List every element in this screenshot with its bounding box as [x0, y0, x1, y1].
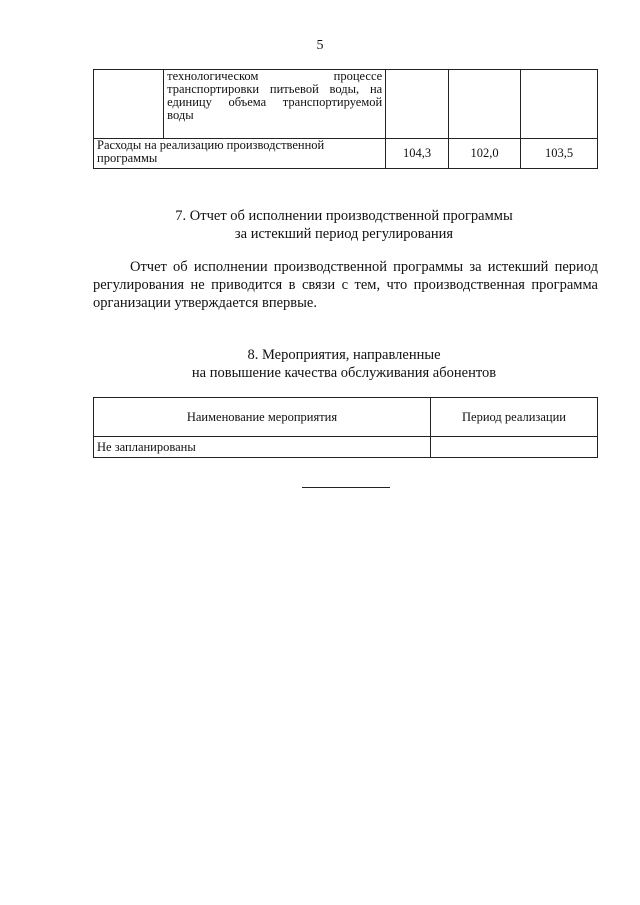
section-7-heading: [48, 207, 640, 243]
description-line: транспортировки питьевой воды, на: [167, 82, 383, 96]
table-cell-empty: [521, 70, 598, 139]
column-header: Наименование мероприятия: [94, 398, 431, 437]
table-row: [94, 70, 598, 139]
description-line: воды: [167, 108, 194, 122]
measures-table: [93, 397, 598, 458]
table-cell-empty: [449, 70, 521, 139]
table-cell-empty: [386, 70, 449, 139]
table-cell-empty: [94, 70, 164, 139]
indicator-description-cell: [164, 70, 386, 139]
table-header-row: [94, 398, 598, 437]
production-program-table-continuation: [93, 69, 598, 169]
value-cell: 103,5: [521, 139, 598, 169]
table-row: [94, 139, 598, 169]
description-line: единицу объема транспортируемой: [167, 95, 383, 109]
description-line: технологическом процессе: [167, 69, 383, 83]
period-cell: [430, 437, 597, 458]
section-7-paragraph: Отчет об исполнении производственной программы за истекший период регулирования не приводится в связи с тем, что производственная программа организации утверждается впервые.: [93, 259, 598, 311]
expenses-label-cell: Расходы на реализацию производственной программы: [94, 139, 386, 169]
section-title-line: за истекший период регулирования: [234, 226, 454, 242]
page-number: 5: [316, 38, 324, 53]
column-header: Период реализации: [430, 398, 597, 437]
value-cell: 104,3: [386, 139, 449, 169]
section-title-line: на повышение качества обслуживания абонентов: [191, 365, 497, 381]
measure-name-cell: Не запланированы: [94, 437, 431, 458]
section-title-line: 8. Мероприятия, направленные: [247, 347, 441, 363]
value-cell: 102,0: [449, 139, 521, 169]
section-8-heading: [48, 346, 640, 382]
table-row: [94, 437, 598, 458]
section-title-line: 7. Отчет об исполнении производственной программы: [175, 208, 513, 224]
end-of-document-line: [302, 487, 390, 488]
